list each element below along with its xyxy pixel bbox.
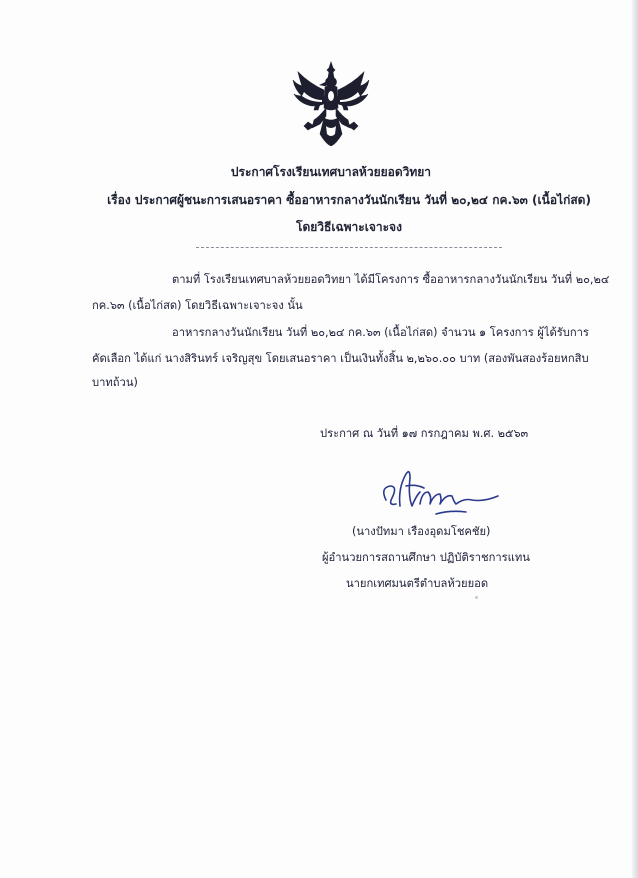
header-divider (196, 247, 502, 248)
garuda-emblem-icon (290, 60, 372, 146)
page-edge-shadow (632, 0, 638, 878)
signatory-position: ผู้อำนวยการสถานศึกษา ปฏิบัติราชการแทน (322, 551, 530, 564)
paper-speck (475, 596, 478, 599)
paragraph-2-line-2: คัดเลือก ได้แก่ นางสิรินทร์ เจริญสุข โดยเสนอราคา เป็นเงินทั้งสิ้น ๒,๒๖๐.๐๐ บาท (สองพันสองร้อยหกสิบ (92, 352, 589, 365)
paragraph-2-line-3: บาทถ้วน) (92, 376, 138, 389)
paragraph-1-line-2: กค.๖๓ (เนื้อไก่สด) โดยวิธีเฉพาะเจาะจง นั้น (92, 299, 303, 312)
document-subject: เรื่อง ประกาศผู้ชนะการเสนอราคา ซื้ออาหารกลางวันนักเรียน วันที่ ๒๐,๒๔ กค.๖๓ (เนื้อไก่สด) (107, 193, 591, 207)
document-title: ประกาศโรงเรียนเทศบาลห้วยยอดวิทยา (230, 165, 432, 179)
announcement-date: ประกาศ ณ วันที่ ๑๗ กรกฎาคม พ.ศ. ๒๕๖๓ (320, 427, 529, 440)
signatory-office: นายกเทศมนตรีตำบลห้วยยอด (346, 577, 489, 590)
paragraph-1-line-1: ตามที่ โรงเรียนเทศบาลห้วยยอดวิทยา ได้มีโครงการ ซื้ออาหารกลางวันนักเรียน วันที่ ๒๐,๒๔ (172, 273, 610, 286)
paragraph-2-line-1: อาหารกลางวันนักเรียน วันที่ ๒๐,๒๔ กค.๖๓ (เนื้อไก่สด) จำนวน ๑ โครงการ ผู้ได้รับการ (172, 326, 589, 339)
signatory-name: (นางปัทมา เรืองอุดมโชคชัย) (352, 525, 491, 538)
signature-image (376, 466, 504, 524)
document-method: โดยวิธีเฉพาะเจาะจง (296, 220, 402, 234)
